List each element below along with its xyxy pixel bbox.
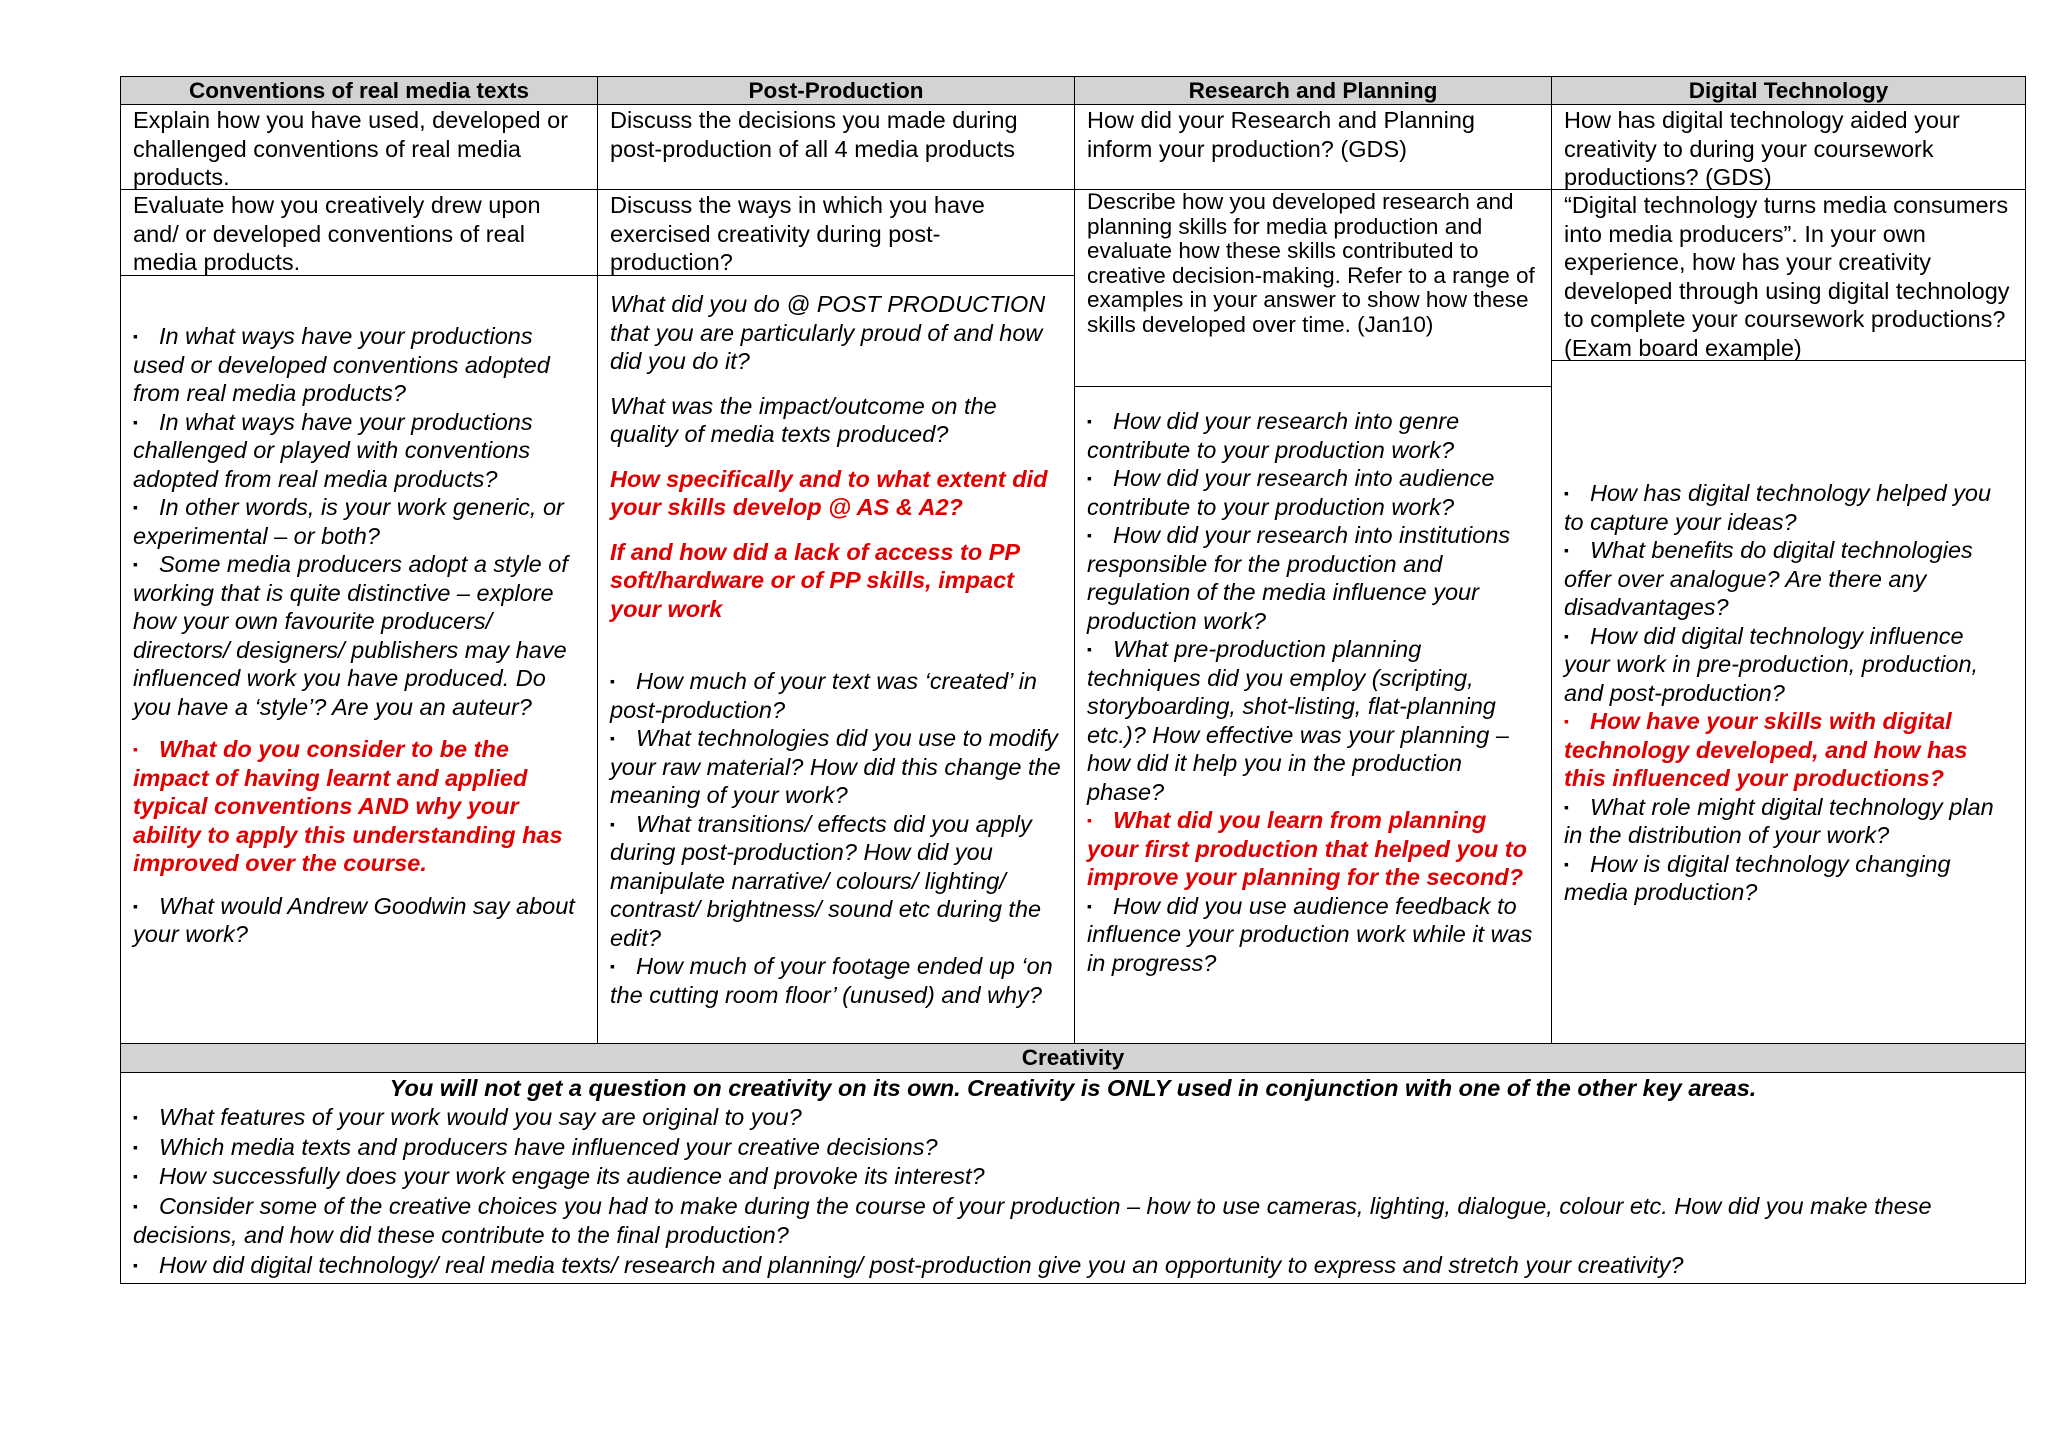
digital-bullet-list bbox=[1564, 479, 2013, 907]
bullet-icon: ▪ bbox=[133, 1197, 138, 1214]
header-creativity: Creativity bbox=[120, 1043, 2026, 1073]
conventions-prompts bbox=[120, 275, 598, 1044]
post-production-para-2: What was the impact/outcome on the quality of media texts produced? bbox=[610, 392, 997, 447]
header-digital-technology: Digital Technology bbox=[1551, 76, 2026, 105]
list-item: ▪ Consider some of the creative choices you had to make during the course of your production – how to use cameras, lighting, dialogue, colour etc. How did you make these decisions, and how did these contribute to the final production? bbox=[133, 1192, 1932, 1248]
conventions-question-1: Explain how you have used, developed or challenged conventions of real media products. bbox=[120, 104, 598, 190]
bullet-icon: ▪ bbox=[610, 730, 615, 746]
bullet-icon: ▪ bbox=[610, 673, 615, 689]
post-production-para-4: If and how did a lack of access to PP soft/hardware or of PP skills, impact your work bbox=[610, 538, 1020, 622]
bullet-icon: ▪ bbox=[610, 815, 615, 832]
header-research-planning: Research and Planning bbox=[1074, 76, 1552, 105]
bullet-icon: ▪ bbox=[133, 897, 138, 914]
digital-question-1: How has digital technology aided your creativity to during your coursework productions? (GDS) bbox=[1551, 104, 2026, 190]
post-production-prompts bbox=[597, 275, 1075, 1044]
bullet-icon: ▪ bbox=[133, 1109, 138, 1125]
coursework-evaluation-table bbox=[120, 76, 2026, 1284]
list-item: ▪ How did digital technology influence your work in pre-production, production, and post-production? bbox=[1564, 622, 1979, 706]
list-item: ▪ In what ways have your productions challenged or played with conventions adopted from real media products? bbox=[133, 408, 533, 492]
bullet-icon: ▪ bbox=[1087, 413, 1092, 429]
bullet-icon: ▪ bbox=[133, 1256, 138, 1273]
conventions-bullet-list bbox=[133, 322, 585, 949]
bullet-icon: ▪ bbox=[133, 328, 138, 344]
digital-question-2: “Digital technology turns media consumers into media producers”. In your own experience, how has your creativity developed through using digital technology to complete your coursework productions? (Exam board example) bbox=[1551, 189, 2026, 361]
creativity-section bbox=[120, 1072, 2026, 1284]
bullet-icon: ▪ bbox=[1087, 470, 1092, 486]
bullet-icon: ▪ bbox=[1564, 542, 1569, 558]
research-question-2: Describe how you developed research and planning skills for media production and evaluate how these skills contributed to creative decision-making. Refer to a range of examples in your answer to show how these skills developed over time. (Jan10) bbox=[1074, 189, 1552, 387]
list-item-highlight: ▪ What do you consider to be the impact of having learnt and applied typical conventions AND why your ability to apply this understanding has improved over the course. bbox=[133, 736, 563, 876]
bullet-icon: ▪ bbox=[1564, 627, 1569, 644]
research-prompts bbox=[1074, 386, 1552, 1044]
key-areas-grid bbox=[120, 76, 2026, 1284]
digital-prompts bbox=[1551, 360, 2026, 1044]
list-item: ▪ In other words, is your work generic, or experimental – or both? bbox=[133, 494, 564, 549]
list-item: ▪ How is digital technology changing media production? bbox=[1564, 850, 1951, 905]
header-conventions: Conventions of real media texts bbox=[120, 76, 598, 105]
list-item: ▪ How did your research into genre contribute to your production work? bbox=[1087, 408, 1460, 463]
bullet-icon: ▪ bbox=[1564, 798, 1569, 815]
list-item: ▪ What role might digital technology plan in the distribution of your work? bbox=[1564, 793, 1994, 848]
post-production-question-1: Discuss the decisions you made during post-production of all 4 media products bbox=[597, 104, 1075, 190]
bullet-icon: ▪ bbox=[1087, 897, 1092, 914]
research-question-1: How did your Research and Planning inform your production? (GDS) bbox=[1074, 104, 1552, 190]
post-production-para-1: What did you do @ POST PRODUCTION that you are particularly proud of and how did you do it? bbox=[610, 291, 1046, 374]
bullet-icon: ▪ bbox=[133, 556, 138, 572]
header-post-production: Post-Production bbox=[597, 76, 1075, 105]
list-item: ▪ In what ways have your productions used or developed conventions adopted from real media products? bbox=[133, 323, 550, 406]
creativity-bullet-list bbox=[133, 1103, 2013, 1280]
list-item: ▪ Which media texts and producers have influenced your creative decisions? bbox=[133, 1133, 2013, 1163]
list-item: ▪ What transitions/ effects did you apply during post-production? How did you manipulate narrative/ colours/ lighting/ contrast/ brightness/ sound etc during the edit? bbox=[610, 810, 1042, 951]
bullet-icon: ▪ bbox=[133, 1168, 138, 1184]
list-item: ▪ What technologies did you use to modify your raw material? How did this change the meaning of your work? bbox=[610, 725, 1061, 808]
bullet-icon: ▪ bbox=[133, 413, 138, 430]
bullet-icon: ▪ bbox=[1564, 855, 1569, 872]
list-item: ▪ What features of your work would you say are original to you? bbox=[133, 1103, 2013, 1133]
bullet-icon: ▪ bbox=[1564, 485, 1569, 501]
list-item: ▪ How successfully does your work engage its audience and provoke its interest? bbox=[133, 1162, 2013, 1192]
post-production-para-3: How specifically and to what extent did your skills develop @ AS & A2? bbox=[610, 465, 1048, 520]
list-item: ▪ What would Andrew Goodwin say about your work? bbox=[133, 892, 575, 947]
bullet-icon: ▪ bbox=[610, 958, 615, 974]
list-item: ▪ How much of your footage ended up ‘on the cutting room floor’ (unused) and why? bbox=[610, 953, 1053, 1008]
post-production-question-2: Discuss the ways in which you have exercised creativity during post-production? bbox=[597, 189, 1075, 276]
bullet-icon: ▪ bbox=[133, 741, 138, 757]
list-item: ▪ How much of your text was ‘created’ in post-production? bbox=[610, 668, 1037, 723]
bullet-icon: ▪ bbox=[1087, 812, 1092, 828]
list-item: ▪ How did you use audience feedback to influence your production work while it was in progress? bbox=[1087, 892, 1533, 976]
conventions-question-2: Evaluate how you creatively drew upon and/ or developed conventions of real media products. bbox=[120, 189, 598, 276]
creativity-intro: You will not get a question on creativity on its own. Creativity is ONLY used in conjunction with one of the other key areas. bbox=[389, 1075, 1757, 1101]
bullet-icon: ▪ bbox=[133, 1138, 138, 1155]
list-item: ▪ How did digital technology/ real media texts/ research and planning/ post-production give you an opportunity to express and stretch your creativity? bbox=[133, 1251, 2013, 1281]
bullet-icon: ▪ bbox=[1087, 641, 1092, 657]
list-item: ▪ How has digital technology helped you to capture your ideas? bbox=[1564, 480, 1992, 535]
list-item-highlight: ▪ What did you learn from planning your first production that helped you to improve your planning for the second? bbox=[1087, 807, 1527, 890]
bullet-icon: ▪ bbox=[133, 499, 138, 515]
list-item: ▪ What benefits do digital technologies offer over analogue? Are there any disadvantages? bbox=[1564, 537, 1973, 620]
list-item: ▪ How did your research into audience contribute to your production work? bbox=[1087, 465, 1495, 520]
bullet-icon: ▪ bbox=[1087, 527, 1092, 543]
list-item-highlight: ▪ How have your skills with digital technology developed, and how has this influenced your productions? bbox=[1564, 708, 1968, 791]
list-item: ▪ How did your research into institutions responsible for the production and regulation of the media influence your production work? bbox=[1087, 522, 1511, 634]
list-item: ▪ What pre-production planning techniques did you employ (scripting, storyboarding, shot-listing, flat-planning etc.)? How effective was your planning – how did it help you in the production phase? bbox=[1087, 636, 1509, 805]
list-item: ▪ Some media producers adopt a style of working that is quite distinctive – explore how your own favourite producers/ directors/ designers/ publishers may have influenced work you have produced. Do you have a ‘style’? Are you an auteur? bbox=[133, 551, 568, 720]
bullet-icon: ▪ bbox=[1564, 713, 1569, 729]
post-production-bullet-list bbox=[610, 667, 1062, 1009]
research-bullet-list bbox=[1087, 407, 1539, 977]
